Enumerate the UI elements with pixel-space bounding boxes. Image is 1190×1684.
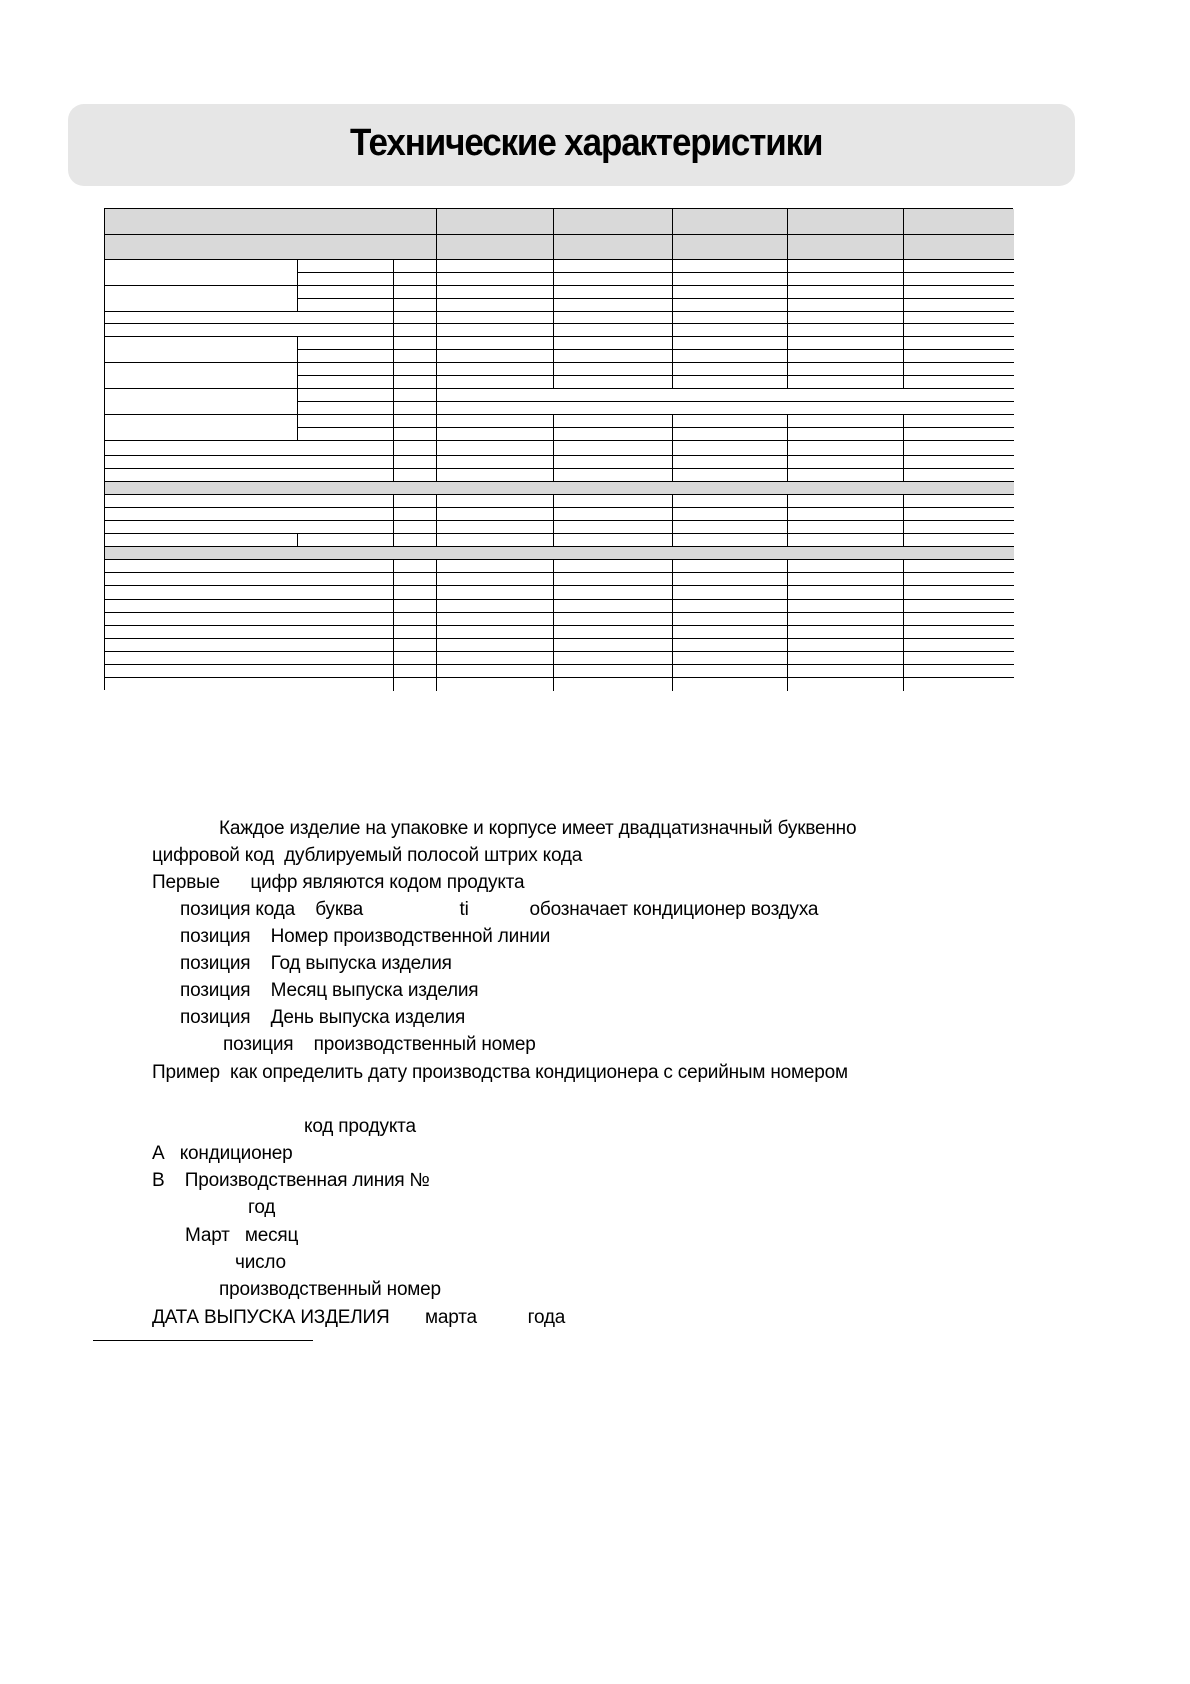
table-cell xyxy=(788,260,904,273)
table-cell xyxy=(394,415,437,428)
table-cell xyxy=(105,469,394,482)
table-header-cell xyxy=(105,547,1014,560)
table-cell xyxy=(105,441,394,456)
table-header-cell xyxy=(105,482,1014,495)
table-cell xyxy=(394,495,437,508)
table-cell xyxy=(904,363,1014,376)
table-cell xyxy=(437,652,554,665)
table-cell xyxy=(437,495,554,508)
table-cell xyxy=(105,560,394,573)
table-cell xyxy=(554,508,673,521)
table-cell xyxy=(437,586,554,600)
table-cell xyxy=(394,586,437,600)
table-cell xyxy=(904,299,1014,312)
table-cell xyxy=(298,428,394,441)
table-cell xyxy=(673,324,788,337)
table-cell xyxy=(554,273,673,286)
table-cell xyxy=(673,586,788,600)
table-cell xyxy=(554,560,673,573)
table-cell xyxy=(788,508,904,521)
table-cell xyxy=(394,376,437,389)
table-cell xyxy=(437,521,554,534)
table-cell xyxy=(105,495,394,508)
table-cell xyxy=(788,534,904,547)
text-line: позиция Год выпуска изделия xyxy=(180,953,452,974)
table-cell xyxy=(554,626,673,639)
table-cell xyxy=(437,639,554,652)
table-cell xyxy=(105,639,394,652)
table-cell xyxy=(105,626,394,639)
table-cell xyxy=(298,415,394,428)
table-cell xyxy=(673,273,788,286)
table-cell xyxy=(105,652,394,665)
table-cell xyxy=(673,613,788,626)
table-cell xyxy=(105,573,394,586)
table-cell xyxy=(554,428,673,441)
table-cell xyxy=(554,678,673,691)
table-cell xyxy=(298,402,394,415)
text-line: позиция День выпуска изделия xyxy=(180,1007,466,1028)
table-cell xyxy=(554,639,673,652)
table-cell xyxy=(788,469,904,482)
table-cell xyxy=(437,376,554,389)
table-cell xyxy=(394,560,437,573)
table-cell xyxy=(788,678,904,691)
table-cell xyxy=(904,286,1014,299)
footnote-divider xyxy=(93,1340,313,1341)
table-cell xyxy=(105,586,394,600)
table-cell xyxy=(904,521,1014,534)
table-cell xyxy=(673,560,788,573)
text-line: Пример как определить дату производства кондиционера с серийным номером xyxy=(152,1062,848,1083)
table-cell xyxy=(554,586,673,600)
table-cell xyxy=(673,441,788,456)
table-cell xyxy=(394,337,437,350)
text-line: Каждое изделие на упаковке и корпусе имеет двадцатизначный буквенно xyxy=(219,818,857,839)
table-cell xyxy=(394,600,437,613)
table-cell xyxy=(105,337,298,363)
table-cell xyxy=(673,652,788,665)
table-cell xyxy=(394,389,437,402)
table-cell xyxy=(105,508,394,521)
text-line: А кондиционер xyxy=(152,1143,293,1164)
table-cell xyxy=(554,260,673,273)
table-cell xyxy=(554,600,673,613)
table-cell xyxy=(788,415,904,428)
table-cell xyxy=(394,469,437,482)
table-header-cell xyxy=(788,209,904,235)
table-header-cell xyxy=(437,235,554,260)
table-cell xyxy=(105,678,394,691)
table-cell xyxy=(673,495,788,508)
table-cell xyxy=(105,260,298,286)
table-cell xyxy=(673,573,788,586)
table-cell xyxy=(437,389,1014,402)
table-cell xyxy=(904,337,1014,350)
table-cell xyxy=(394,402,437,415)
table-cell xyxy=(554,286,673,299)
table-header-cell xyxy=(554,209,673,235)
table-cell xyxy=(904,665,1014,678)
table-cell xyxy=(394,665,437,678)
table-cell xyxy=(788,273,904,286)
table-cell xyxy=(788,428,904,441)
table-cell xyxy=(394,508,437,521)
table-cell xyxy=(394,534,437,547)
table-cell xyxy=(554,441,673,456)
table-cell xyxy=(105,363,298,389)
table-cell xyxy=(904,613,1014,626)
table-cell xyxy=(437,428,554,441)
table-cell xyxy=(394,312,437,324)
table-cell xyxy=(673,363,788,376)
table-cell xyxy=(298,337,394,350)
table-cell xyxy=(554,363,673,376)
table-cell xyxy=(437,534,554,547)
table-header-cell xyxy=(673,235,788,260)
table-cell xyxy=(554,665,673,678)
table-cell xyxy=(673,299,788,312)
table-cell xyxy=(394,613,437,626)
table-header-cell xyxy=(673,209,788,235)
table-cell xyxy=(437,299,554,312)
table-cell xyxy=(437,260,554,273)
table-cell xyxy=(788,586,904,600)
text-line: позиция кода буква ti обозначает кондиционер воздуха xyxy=(180,899,819,920)
table-cell xyxy=(394,260,437,273)
table-cell xyxy=(673,415,788,428)
table-cell xyxy=(105,456,394,469)
table-cell xyxy=(904,495,1014,508)
table-cell xyxy=(788,363,904,376)
table-cell xyxy=(437,469,554,482)
table-cell xyxy=(554,350,673,363)
table-cell xyxy=(437,456,554,469)
table-cell xyxy=(437,665,554,678)
table-cell xyxy=(394,273,437,286)
table-cell xyxy=(904,273,1014,286)
table-cell xyxy=(105,600,394,613)
table-cell xyxy=(673,678,788,691)
table-cell xyxy=(105,534,298,547)
table-cell xyxy=(394,324,437,337)
table-cell xyxy=(673,521,788,534)
table-cell xyxy=(554,376,673,389)
table-cell xyxy=(554,469,673,482)
text-line: код продукта xyxy=(304,1116,416,1137)
table-cell xyxy=(788,626,904,639)
table-cell xyxy=(298,376,394,389)
text-line: цифровой код дублируемый полосой штрих кода xyxy=(152,845,583,866)
table-cell xyxy=(673,626,788,639)
table-cell xyxy=(788,573,904,586)
text-line: В Производственная линия № xyxy=(152,1170,430,1191)
table-cell xyxy=(554,299,673,312)
table-cell xyxy=(904,350,1014,363)
table-cell xyxy=(437,573,554,586)
table-cell xyxy=(673,350,788,363)
table-cell xyxy=(394,573,437,586)
table-cell xyxy=(788,312,904,324)
table-header-cell xyxy=(437,209,554,235)
table-cell xyxy=(105,521,394,534)
table-cell xyxy=(788,613,904,626)
table-cell xyxy=(904,456,1014,469)
table-cell xyxy=(788,324,904,337)
table-cell xyxy=(105,312,394,324)
table-cell xyxy=(788,495,904,508)
table-cell xyxy=(788,337,904,350)
table-cell xyxy=(394,639,437,652)
table-cell xyxy=(105,389,298,415)
table-cell xyxy=(394,286,437,299)
table-cell xyxy=(554,456,673,469)
text-line: позиция производственный номер xyxy=(223,1034,536,1055)
table-cell xyxy=(394,626,437,639)
text-line: ДАТА ВЫПУСКА ИЗДЕЛИЯ марта года xyxy=(152,1307,566,1328)
table-cell xyxy=(673,286,788,299)
table-cell xyxy=(298,389,394,402)
table-cell xyxy=(904,652,1014,665)
table-cell xyxy=(673,456,788,469)
table-cell xyxy=(788,456,904,469)
table-cell xyxy=(554,573,673,586)
table-cell xyxy=(394,299,437,312)
table-cell xyxy=(788,299,904,312)
table-cell xyxy=(437,613,554,626)
table-cell xyxy=(673,428,788,441)
table-cell xyxy=(105,324,394,337)
table-cell xyxy=(673,665,788,678)
table-cell xyxy=(437,324,554,337)
table-cell xyxy=(904,428,1014,441)
table-cell xyxy=(904,324,1014,337)
table-cell xyxy=(394,363,437,376)
table-cell xyxy=(673,312,788,324)
table-cell xyxy=(673,534,788,547)
table-cell xyxy=(904,260,1014,273)
table-cell xyxy=(298,350,394,363)
table-cell xyxy=(904,573,1014,586)
table-cell xyxy=(105,286,298,312)
table-cell xyxy=(788,600,904,613)
table-cell xyxy=(788,639,904,652)
table-cell xyxy=(673,260,788,273)
table-cell xyxy=(437,600,554,613)
table-cell xyxy=(437,286,554,299)
text-line: производственный номер xyxy=(219,1279,441,1300)
table-cell xyxy=(394,441,437,456)
table-cell xyxy=(437,312,554,324)
table-cell xyxy=(554,312,673,324)
table-cell xyxy=(105,665,394,678)
table-cell xyxy=(554,521,673,534)
title-banner xyxy=(68,104,1075,186)
table-cell xyxy=(673,376,788,389)
table-header-cell xyxy=(904,209,1014,235)
table-cell xyxy=(904,560,1014,573)
table-cell xyxy=(788,376,904,389)
table-cell xyxy=(437,363,554,376)
table-cell xyxy=(554,613,673,626)
table-cell xyxy=(298,363,394,376)
table-cell xyxy=(904,312,1014,324)
table-cell xyxy=(554,324,673,337)
table-cell xyxy=(437,560,554,573)
table-cell xyxy=(437,402,1014,415)
text-line: позиция Номер производственной линии xyxy=(180,926,551,947)
table-cell xyxy=(673,600,788,613)
table-cell xyxy=(673,469,788,482)
text-line: позиция Месяц выпуска изделия xyxy=(180,980,479,1001)
table-cell xyxy=(437,626,554,639)
table-cell xyxy=(437,508,554,521)
table-cell xyxy=(298,260,394,273)
table-cell xyxy=(904,586,1014,600)
table-header-cell xyxy=(788,235,904,260)
table-cell xyxy=(788,560,904,573)
table-cell xyxy=(904,534,1014,547)
table-cell xyxy=(904,678,1014,691)
table-cell xyxy=(904,600,1014,613)
table-cell xyxy=(788,286,904,299)
table-header-cell xyxy=(554,235,673,260)
table-cell xyxy=(788,521,904,534)
table-cell xyxy=(788,350,904,363)
table-cell xyxy=(437,350,554,363)
text-line: Март месяц xyxy=(185,1225,299,1246)
text-line: год xyxy=(248,1197,276,1218)
table-cell xyxy=(554,652,673,665)
table-cell xyxy=(394,428,437,441)
table-cell xyxy=(105,415,298,441)
table-header-cell xyxy=(105,209,437,235)
table-cell xyxy=(298,534,394,547)
table-cell xyxy=(904,469,1014,482)
table-cell xyxy=(437,441,554,456)
table-cell xyxy=(437,337,554,350)
table-cell xyxy=(788,441,904,456)
table-header-cell xyxy=(904,235,1014,260)
specifications-table xyxy=(104,208,1013,690)
table-cell xyxy=(298,299,394,312)
table-cell xyxy=(437,415,554,428)
table-cell xyxy=(673,639,788,652)
table-cell xyxy=(554,415,673,428)
table-cell xyxy=(394,678,437,691)
table-header-cell xyxy=(105,235,437,260)
page-title: Технические характеристики xyxy=(349,122,823,164)
table-cell xyxy=(788,652,904,665)
table-cell xyxy=(394,350,437,363)
table-cell xyxy=(394,456,437,469)
table-cell xyxy=(437,678,554,691)
text-line: Первые цифр являются кодом продукта xyxy=(152,872,525,893)
table-cell xyxy=(904,415,1014,428)
table-cell xyxy=(298,273,394,286)
table-cell xyxy=(904,626,1014,639)
table-cell xyxy=(904,508,1014,521)
table-cell xyxy=(554,495,673,508)
text-line: число xyxy=(235,1252,286,1273)
table-cell xyxy=(673,337,788,350)
table-cell xyxy=(394,521,437,534)
table-cell xyxy=(554,337,673,350)
table-cell xyxy=(298,286,394,299)
table-cell xyxy=(105,613,394,626)
table-cell xyxy=(554,534,673,547)
table-cell xyxy=(673,508,788,521)
table-cell xyxy=(394,652,437,665)
table-cell xyxy=(904,639,1014,652)
table-cell xyxy=(904,376,1014,389)
table-cell xyxy=(437,273,554,286)
table-cell xyxy=(904,441,1014,456)
table-cell xyxy=(788,665,904,678)
